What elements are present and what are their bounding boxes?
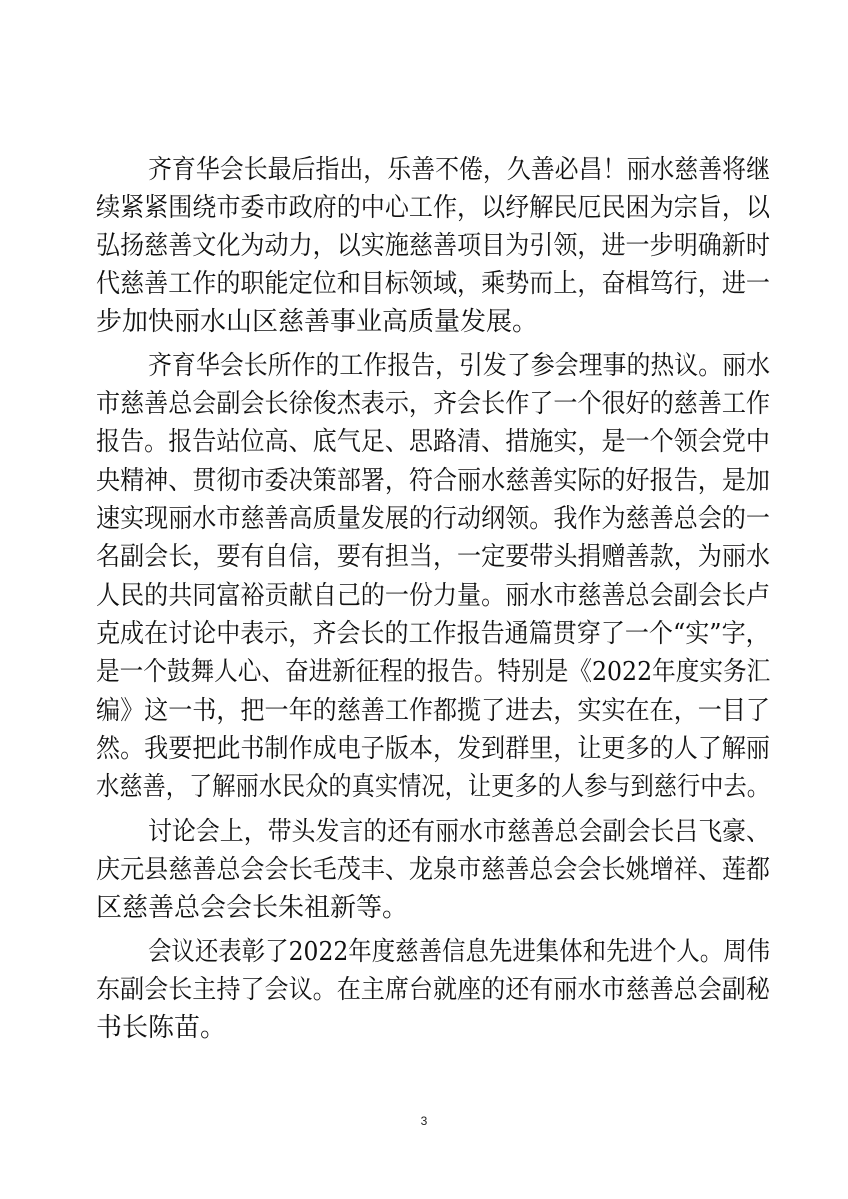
text-line: 步加快丽水山区慈善事业高质量发展。	[96, 307, 539, 337]
text-line: 书长陈苗。	[96, 1013, 227, 1043]
text-line: 然。我要把此书制作成电子版本，发到群里，让更多的人了解丽	[96, 734, 770, 764]
text-line: 是一个鼓舞人心、奋进新征程的报告。特别是《2022年度实务汇	[96, 657, 771, 687]
text-line: 水慈善，了解丽水民众的真实情况，让更多的人参与到慈行中去。	[96, 772, 771, 802]
text-line: 市慈善总会副会长徐俊杰表示，齐会长作了一个很好的慈善工作	[96, 389, 770, 419]
text-line: 速实现丽水市慈善高质量发展的行动纲领。我作为慈善总会的一	[96, 504, 770, 534]
text-line: 央精神、贯彻市委决策部署，符合丽水慈善实际的好报告，是加	[96, 466, 770, 496]
text-line: 名副会长，要有自信，要有担当，一定要带头捐赠善款，为丽水	[96, 542, 770, 572]
text-line: 续紧紧围绕市委市政府的中心工作，以纾解民厄民困为宗旨，以	[96, 193, 770, 223]
text-line: 会议还表彰了2022年度慈善信息先进集体和先进个人。周伟	[148, 937, 771, 967]
text-line: 讨论会上，带头发言的还有丽水市慈善总会副会长吕飞豪、	[148, 817, 771, 847]
text-line: 齐育华会长所作的工作报告，引发了参会理事的热议。丽水	[148, 351, 771, 381]
text-line: 东副会长主持了会议。在主席台就座的还有丽水市慈善总会副秘	[96, 975, 770, 1005]
text-line: 弘扬慈善文化为动力，以实施慈善项目为引领，进一步明确新时	[96, 231, 770, 261]
text-line: 庆元县慈善总会会长毛茂丰、龙泉市慈善总会会长姚增祥、莲都	[96, 855, 770, 885]
text-line: 报告。报告站位高、底气足、思路清、措施实，是一个领会党中	[96, 427, 770, 457]
text-line: 代慈善工作的职能定位和目标领域，乘势而上，奋楫笃行，进一	[96, 269, 770, 299]
text-line: 齐育华会长最后指出，乐善不倦，久善必昌！丽水慈善将继	[148, 155, 771, 185]
text-line: 克成在讨论中表示，齐会长的工作报告通篇贯穿了一个“实”字，	[96, 619, 770, 649]
page-number: 3	[420, 1114, 428, 1128]
text-line: 区慈善总会会长朱祖新等。	[96, 893, 409, 923]
text-line: 人民的共同富裕贡献自己的一份力量。丽水市慈善总会副会长卢	[96, 581, 770, 611]
text-line: 编》这一书，把一年的慈善工作都揽了进去，实实在在，一目了	[96, 696, 770, 726]
